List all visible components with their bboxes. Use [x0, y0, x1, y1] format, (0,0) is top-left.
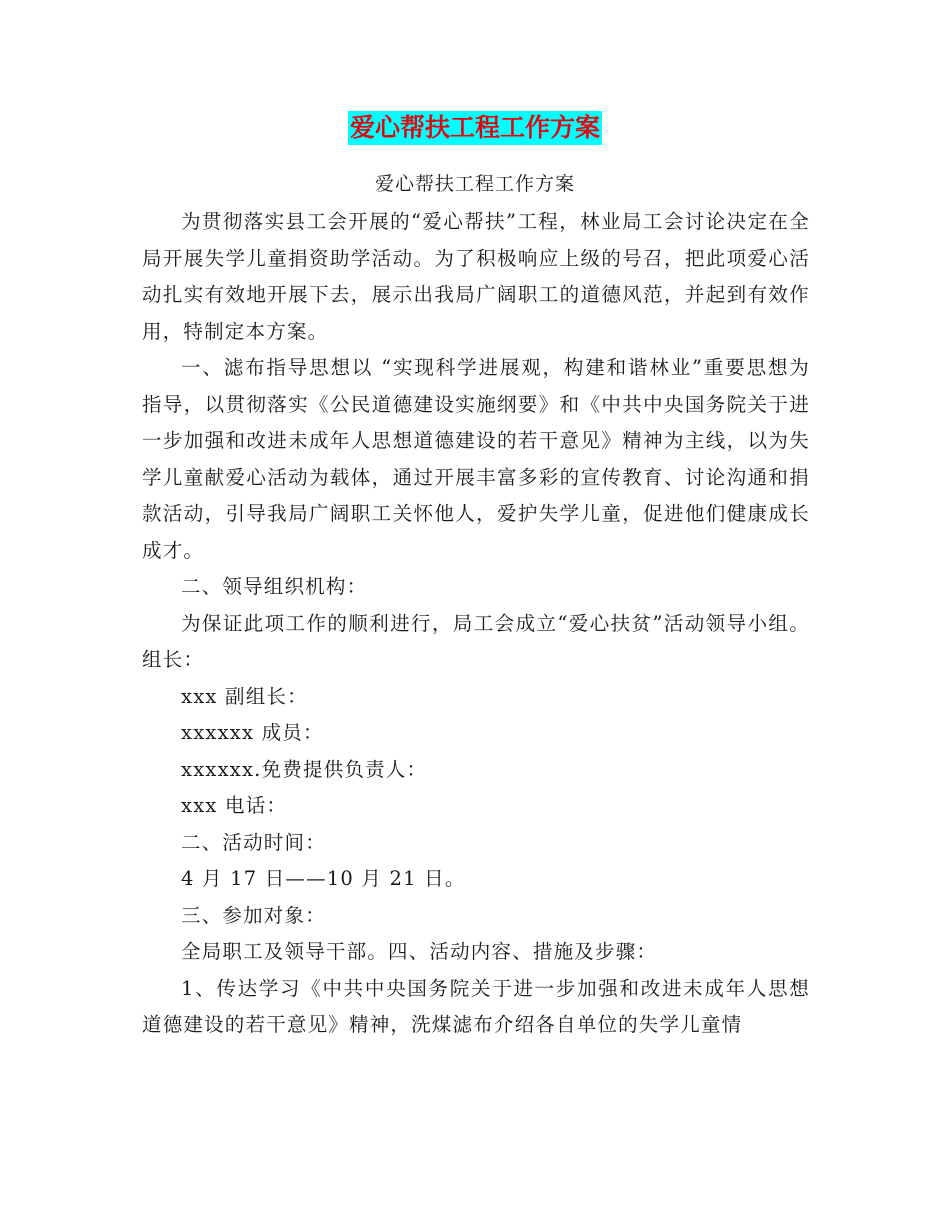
paragraph-responsible: xxxxxx.免费提供负责人：	[181, 757, 428, 781]
document-body	[142, 204, 810, 1044]
paragraph-members: xxxxxx 成员：	[181, 721, 324, 744]
paragraph-phone: xxx 电话：	[181, 794, 288, 817]
paragraph-participants: 全局职工及领导干部。四、活动内容、措施及步骤：	[181, 940, 658, 963]
paragraph-intro: 为贯彻落实县工会开展的“爱心帮扶”工程，林业局工会讨论决定在全局开展失学儿童捐资助学活动。为了积极响应上级的号召，把此项爱心活动扎实有效地开展下去，展示出我局广阔职工的道德风范，并起到有效作用，特制定本方案。	[142, 210, 810, 343]
title-row	[0, 111, 950, 145]
paragraph-deputy-leader: xxx 副组长：	[181, 684, 308, 708]
paragraph-section-participants: 三、参加对象：	[181, 903, 326, 927]
document-title: 爱心帮扶工程工作方案	[348, 111, 602, 145]
document-subtitle: 爱心帮扶工程工作方案	[374, 173, 575, 195]
paragraph-section-org: 二、领导组织机构：	[181, 575, 368, 598]
paragraph-guiding-thought: 一、滤布指导思想以 “实现科学进展观，构建和谐林业”重要思想为指导，以贯彻落实《公民道德建设实施纲要》和《中共中央国务院关于进一步加强和改进未成年人思想道德建设的若干意见》精神为主线，以为失学儿童献爱心活动为载体，通过开展丰富多彩的宣传教育、讨论沟通和捐款活动，引导我局广阔职工关怀他人，爱护失学儿童，促进他们健康成长成才。	[142, 356, 810, 562]
paragraph-section-time: 二、活动时间：	[181, 830, 326, 854]
paragraph-step-1: 1、传达学习《中共中央国务院关于进一步加强和改进未成年人思想道德建设的若干意见》精神，洗煤滤布介绍各自单位的失学儿童情	[142, 976, 810, 1036]
paragraph-dates: 4 月 17 日——10 月 21 日。	[181, 867, 466, 890]
paragraph-org-intro: 为保证此项工作的顺利进行，局工会成立“爱心扶贫”活动领导小组。组长：	[142, 611, 810, 671]
